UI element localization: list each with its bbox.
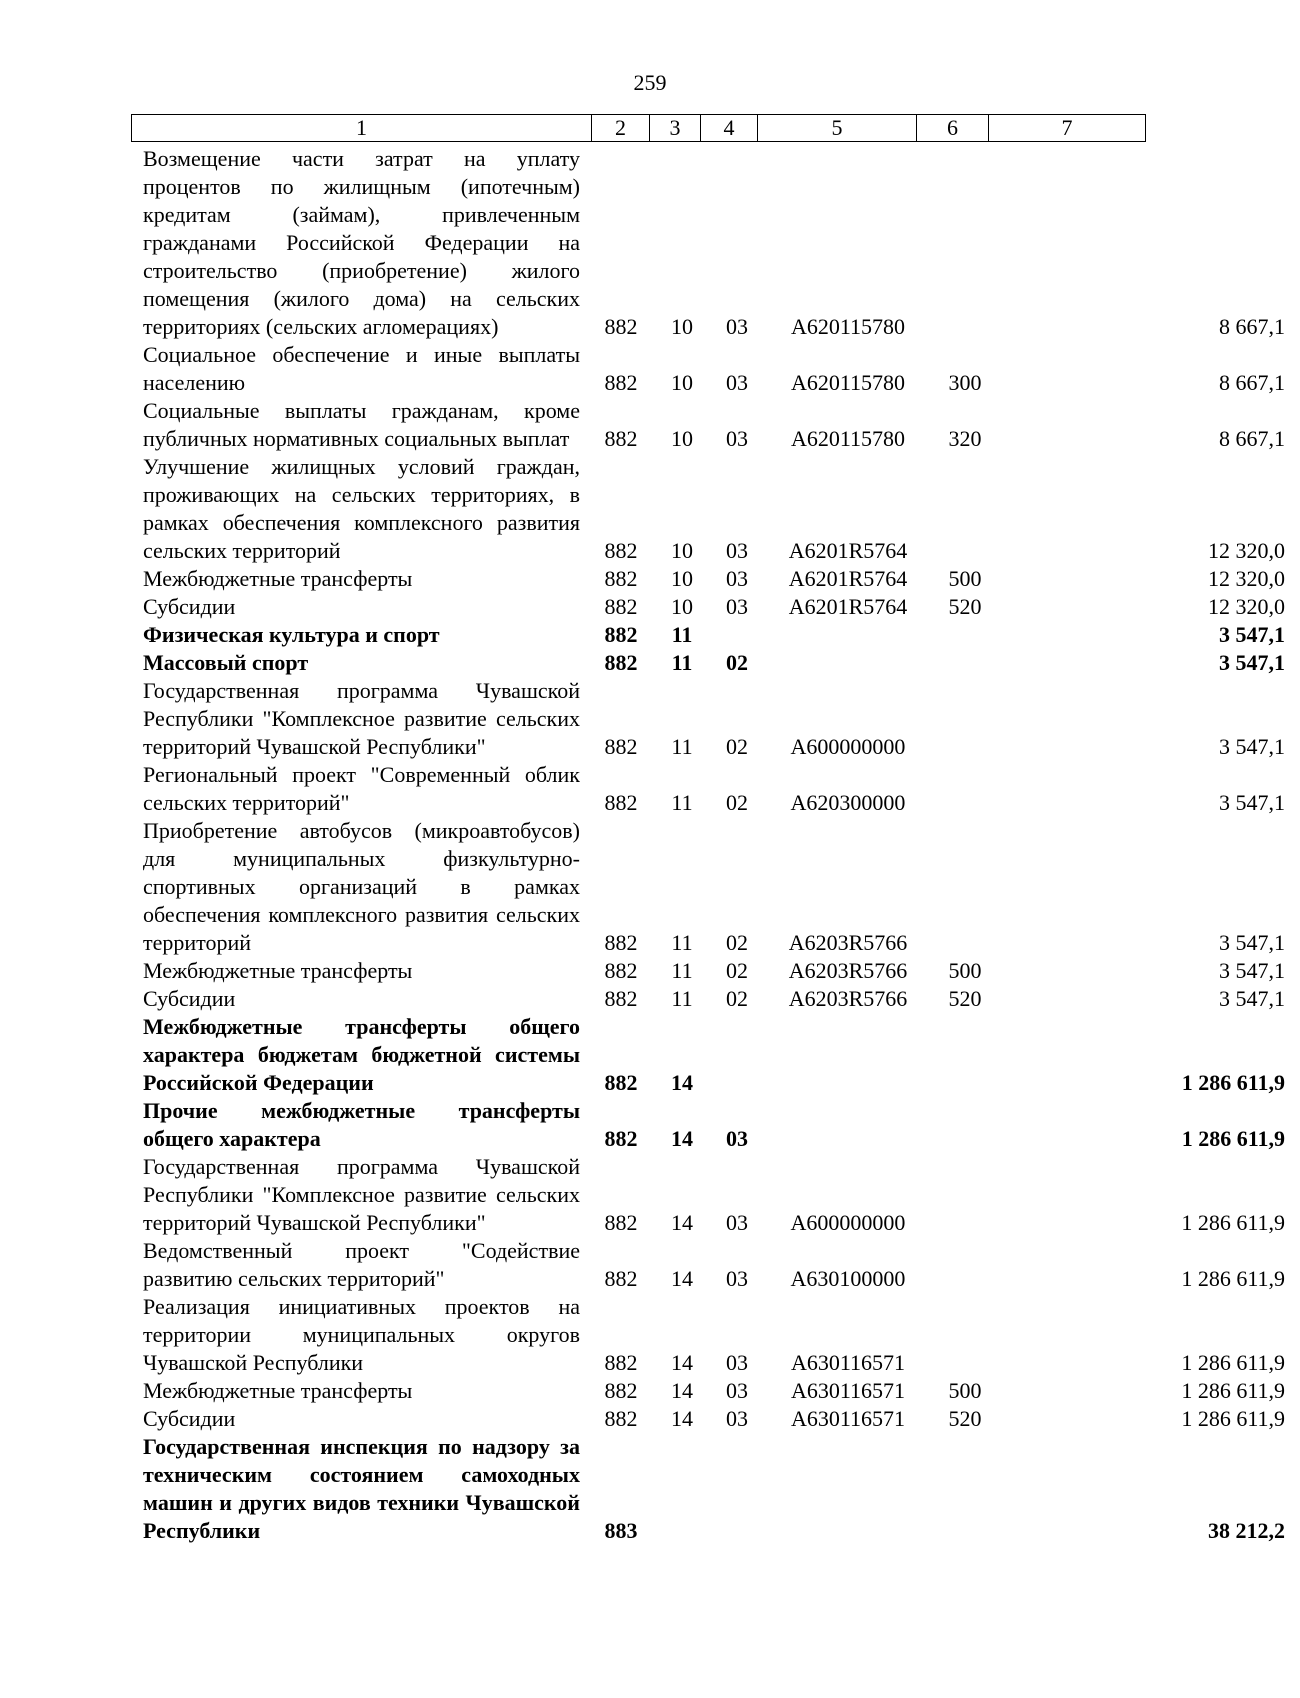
row-section-code: 10 xyxy=(671,566,693,591)
table-row xyxy=(143,1013,1285,1097)
table-row xyxy=(143,957,1285,985)
row-name: Межбюджетные трансферты xyxy=(143,566,413,591)
row-amount: 1 286 611,9 xyxy=(1181,1378,1285,1403)
row-section-code: 11 xyxy=(671,622,693,647)
row-target-article-code: A620115780 xyxy=(790,314,906,339)
row-section-code: 10 xyxy=(671,594,693,619)
row-name: Прочие межбюджетные трансферты общего характера xyxy=(143,1098,580,1151)
row-subsection-code: 03 xyxy=(726,1266,748,1291)
row-subsection-code: 03 xyxy=(726,538,748,563)
table-row xyxy=(143,397,1285,453)
table-row xyxy=(143,1237,1285,1293)
row-grbs-code: 882 xyxy=(604,1210,638,1235)
row-name: Межбюджетные трансферты xyxy=(143,1378,413,1403)
row-expense-type-code: 300 xyxy=(948,370,982,395)
row-grbs-code: 882 xyxy=(604,1350,638,1375)
row-name: Субсидии xyxy=(143,986,236,1011)
row-target-article-code: A600000000 xyxy=(790,734,906,759)
row-target-article-code: A630116571 xyxy=(790,1378,906,1403)
row-grbs-code: 882 xyxy=(604,1266,638,1291)
row-amount: 3 547,1 xyxy=(1219,790,1285,815)
row-grbs-code: 882 xyxy=(604,986,638,1011)
row-section-code: 14 xyxy=(671,1126,693,1151)
row-name: Реализация инициативных проектов на территории муниципальных округов Чувашской Республики xyxy=(143,1294,580,1375)
row-amount: 3 547,1 xyxy=(1219,650,1285,675)
row-amount: 12 320,0 xyxy=(1208,566,1285,591)
row-name: Улучшение жилищных условий граждан, проживающих на сельских территориях, в рамках обеспечения комплексного развития сельских территорий xyxy=(143,454,580,563)
row-expense-type-code: 500 xyxy=(948,958,982,983)
row-section-code: 11 xyxy=(671,790,693,815)
row-section-code: 10 xyxy=(671,370,693,395)
row-grbs-code: 882 xyxy=(604,426,638,451)
row-subsection-code: 03 xyxy=(726,1210,748,1235)
table-row xyxy=(143,677,1285,761)
row-section-code: 14 xyxy=(671,1210,693,1235)
row-grbs-code: 882 xyxy=(604,1406,638,1431)
table-row xyxy=(143,649,1285,677)
row-target-article-code: A6203R5766 xyxy=(788,986,908,1011)
row-subsection-code: 03 xyxy=(726,1378,748,1403)
row-subsection-code: 03 xyxy=(726,1126,748,1151)
row-grbs-code: 883 xyxy=(604,1518,638,1543)
row-subsection-code: 02 xyxy=(726,650,748,675)
row-amount: 3 547,1 xyxy=(1219,958,1285,983)
row-subsection-code: 03 xyxy=(726,566,748,591)
row-subsection-code: 03 xyxy=(726,426,748,451)
table-row xyxy=(143,1293,1285,1377)
row-grbs-code: 882 xyxy=(604,930,638,955)
row-amount: 1 286 611,9 xyxy=(1181,1406,1285,1431)
row-name: Физическая культура и спорт xyxy=(143,622,440,647)
row-name: Приобретение автобусов (микроавтобусов) для муниципальных физкультурно-спортивных организаций в рамках обеспечения комплексного развития сельских территорий xyxy=(143,818,580,955)
row-target-article-code: A600000000 xyxy=(790,1210,906,1235)
row-target-article-code: A6201R5764 xyxy=(788,538,908,563)
row-amount: 1 286 611,9 xyxy=(1181,1350,1285,1375)
row-target-article-code: A620300000 xyxy=(790,790,906,815)
page-number: 259 xyxy=(633,70,667,95)
row-target-article-code: A620115780 xyxy=(790,370,906,395)
column-header-table xyxy=(131,114,1146,142)
row-section-code: 10 xyxy=(671,426,693,451)
row-amount: 3 547,1 xyxy=(1219,986,1285,1011)
row-amount: 8 667,1 xyxy=(1219,426,1285,451)
row-expense-type-code: 520 xyxy=(948,986,982,1011)
row-section-code: 11 xyxy=(671,734,693,759)
row-expense-type-code: 500 xyxy=(948,1378,982,1403)
row-expense-type-code: 520 xyxy=(948,1406,982,1431)
row-name: Социальное обеспечение и иные выплаты населению xyxy=(143,342,580,395)
table-row xyxy=(143,453,1285,565)
row-name: Межбюджетные трансферты общего характера бюджетам бюджетной системы Российской Федерации xyxy=(143,1014,580,1095)
table-row xyxy=(143,145,1285,341)
row-target-article-code: A630116571 xyxy=(790,1350,906,1375)
row-section-code: 14 xyxy=(671,1378,693,1403)
row-grbs-code: 882 xyxy=(604,594,638,619)
row-grbs-code: 882 xyxy=(604,1126,638,1151)
table-row xyxy=(143,1097,1285,1153)
row-subsection-code: 03 xyxy=(726,1350,748,1375)
row-grbs-code: 882 xyxy=(604,650,638,675)
row-subsection-code: 03 xyxy=(726,1406,748,1431)
table-row xyxy=(143,1377,1285,1405)
row-target-article-code: A6203R5766 xyxy=(788,958,908,983)
row-section-code: 11 xyxy=(671,930,693,955)
row-subsection-code: 03 xyxy=(726,594,748,619)
row-subsection-code: 03 xyxy=(726,314,748,339)
row-subsection-code: 02 xyxy=(726,790,748,815)
row-grbs-code: 882 xyxy=(604,566,638,591)
row-section-code: 11 xyxy=(671,958,693,983)
row-name: Региональный проект "Современный облик сельских территорий" xyxy=(143,762,580,815)
row-subsection-code: 02 xyxy=(726,734,748,759)
row-grbs-code: 882 xyxy=(604,790,638,815)
row-subsection-code: 03 xyxy=(726,370,748,395)
table-row xyxy=(143,985,1285,1013)
column-header-row xyxy=(132,115,1146,142)
row-amount: 3 547,1 xyxy=(1219,930,1285,955)
row-amount: 3 547,1 xyxy=(1219,734,1285,759)
row-name: Государственная программа Чувашской Республики "Комплексное развитие сельских территорий Чувашской Республики" xyxy=(143,678,580,759)
row-expense-type-code: 320 xyxy=(948,426,982,451)
table-row xyxy=(143,761,1285,817)
row-subsection-code: 02 xyxy=(726,986,748,1011)
row-name: Субсидии xyxy=(143,1406,236,1431)
row-amount: 1 286 611,9 xyxy=(1181,1210,1285,1235)
row-expense-type-code: 520 xyxy=(948,594,982,619)
row-amount: 1 286 611,9 xyxy=(1181,1266,1285,1291)
table-row xyxy=(143,621,1285,649)
table-row xyxy=(143,341,1285,397)
row-subsection-code: 02 xyxy=(726,958,748,983)
row-grbs-code: 882 xyxy=(604,1378,638,1403)
row-section-code: 10 xyxy=(671,538,693,563)
column-header-amount: 7 xyxy=(989,115,1146,142)
table-row xyxy=(143,593,1285,621)
row-target-article-code: A6201R5764 xyxy=(788,566,908,591)
row-amount: 1 286 611,9 xyxy=(1181,1070,1285,1095)
column-header-subsection: 4 xyxy=(701,115,758,142)
row-amount: 38 212,2 xyxy=(1208,1518,1285,1543)
column-header-name: 1 xyxy=(132,115,592,142)
row-name: Социальные выплаты гражданам, кроме публичных нормативных социальных выплат xyxy=(143,398,580,451)
table-row xyxy=(143,817,1285,957)
row-amount: 8 667,1 xyxy=(1219,370,1285,395)
row-section-code: 14 xyxy=(671,1406,693,1431)
row-amount: 1 286 611,9 xyxy=(1181,1126,1285,1151)
row-name: Возмещение части затрат на уплату процентов по жилищным (ипотечным) кредитам (займам), привлеченным гражданами Российской Федерации на строительство (приобретение) жилого помещения (жилого дома) на сельских территориях (сельских агломерациях) xyxy=(143,146,580,339)
row-grbs-code: 882 xyxy=(604,538,638,563)
table-row xyxy=(143,1405,1285,1433)
row-subsection-code: 02 xyxy=(726,930,748,955)
row-section-code: 11 xyxy=(671,650,693,675)
row-target-article-code: A620115780 xyxy=(790,426,906,451)
row-target-article-code: A6203R5766 xyxy=(788,930,908,955)
row-name: Массовый спорт xyxy=(143,650,309,675)
column-header-expense-type: 6 xyxy=(917,115,989,142)
row-target-article-code: A630100000 xyxy=(790,1266,906,1291)
row-grbs-code: 882 xyxy=(604,314,638,339)
row-section-code: 10 xyxy=(671,314,693,339)
budget-table-body xyxy=(143,145,1285,1545)
row-name: Ведомственный проект "Содействие развитию сельских территорий" xyxy=(143,1238,580,1291)
row-grbs-code: 882 xyxy=(604,958,638,983)
table-row xyxy=(143,1153,1285,1237)
row-target-article-code: A6201R5764 xyxy=(788,594,908,619)
row-grbs-code: 882 xyxy=(604,1070,638,1095)
row-grbs-code: 882 xyxy=(604,370,638,395)
row-section-code: 14 xyxy=(671,1070,693,1095)
row-amount: 8 667,1 xyxy=(1219,314,1285,339)
row-name: Субсидии xyxy=(143,594,236,619)
row-section-code: 14 xyxy=(671,1350,693,1375)
row-name: Государственная программа Чувашской Республики "Комплексное развитие сельских территорий Чувашской Республики" xyxy=(143,1154,580,1235)
row-name: Государственная инспекция по надзору за техническим состоянием самоходных машин и других видов техники Чувашской Республики xyxy=(143,1434,580,1543)
row-section-code: 14 xyxy=(671,1266,693,1291)
column-header-section: 3 xyxy=(650,115,701,142)
table-row xyxy=(143,1433,1285,1545)
row-grbs-code: 882 xyxy=(604,734,638,759)
row-grbs-code: 882 xyxy=(604,622,638,647)
row-expense-type-code: 500 xyxy=(948,566,982,591)
row-amount: 12 320,0 xyxy=(1208,538,1285,563)
row-amount: 3 547,1 xyxy=(1219,622,1285,647)
column-header-grbs: 2 xyxy=(592,115,650,142)
column-header-target-article: 5 xyxy=(758,115,917,142)
row-section-code: 11 xyxy=(671,986,693,1011)
table-row xyxy=(143,565,1285,593)
row-target-article-code: A630116571 xyxy=(790,1406,906,1431)
row-name: Межбюджетные трансферты xyxy=(143,958,413,983)
row-amount: 12 320,0 xyxy=(1208,594,1285,619)
